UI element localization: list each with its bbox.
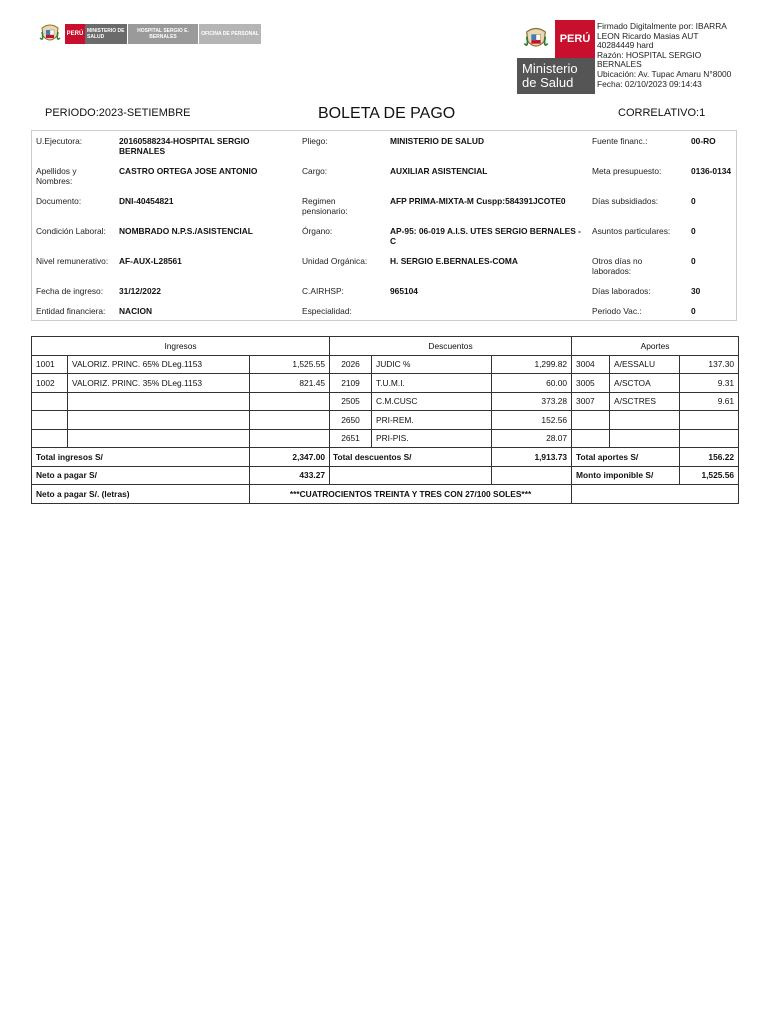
info-label: Especialidad: — [302, 306, 352, 316]
descuento-amount: 28.07 — [492, 429, 572, 448]
aporte-amount — [680, 411, 739, 430]
info-label: Pliego: — [302, 136, 328, 146]
info-label: Meta presupuesto: — [592, 166, 662, 176]
ingreso-desc: VALORIZ. PRINC. 65% DLeg.1153 — [68, 355, 250, 374]
aporte-desc: A/SCTOA — [610, 374, 680, 393]
signature-line: Fecha: 02/10/2023 09:14:43 — [597, 78, 702, 89]
page-title: BOLETA DE PAGO — [318, 105, 456, 122]
monto-imponible-label: Monto imponible S/ — [572, 466, 680, 485]
total-ingresos-label: Total ingresos S/ — [32, 448, 250, 467]
aportes-header: Aportes — [572, 337, 739, 356]
info-value: CASTRO ORTEGA JOSE ANTONIO — [119, 166, 258, 176]
minsa-line1: Ministerio — [522, 61, 578, 76]
minsa-line2: de Salud — [522, 75, 574, 90]
minsa-peru-label: PERÚ — [555, 20, 595, 58]
total-descuentos-label: Total descuentos S/ — [330, 448, 492, 467]
ingreso-code: 1002 — [32, 374, 68, 393]
descuento-code: 2650 — [330, 411, 372, 430]
aporte-desc — [610, 429, 680, 448]
info-label: Fecha de ingreso: — [36, 286, 104, 296]
info-label: Cargo: — [302, 166, 328, 176]
empty-cell — [572, 485, 739, 504]
aporte-desc: A/ESSALU — [610, 355, 680, 374]
info-value: 0 — [691, 306, 696, 316]
info-value: NOMBRADO N.P.S./ASISTENCIAL — [119, 226, 253, 236]
info-value: AP-95: 06-019 A.I.S. UTES SERGIO BERNALES - C — [390, 226, 581, 247]
descuento-code: 2651 — [330, 429, 372, 448]
descuento-code: 2109 — [330, 374, 372, 393]
signature-line: Firmado Digitalmente por: IBARRA — [597, 21, 727, 31]
info-label: Días subsidiados: — [592, 196, 659, 206]
ingreso-amount: 1,525.55 — [250, 355, 330, 374]
ingreso-code — [32, 429, 68, 448]
aporte-amount: 137.30 — [680, 355, 739, 374]
neto-row — [32, 466, 739, 485]
info-value: NACION — [119, 306, 153, 316]
ingreso-code: 1001 — [32, 355, 68, 374]
table-row — [32, 355, 739, 374]
logo-ministerio-label: MINISTERIO DE SALUD — [85, 24, 127, 44]
info-value: 20160588234-HOSPITAL SERGIO BERNALES — [119, 136, 250, 157]
table-row — [32, 392, 739, 411]
neto-letras-row — [32, 485, 739, 504]
info-value: 0 — [691, 226, 696, 236]
aporte-code: 3007 — [572, 392, 610, 411]
header-logo — [38, 22, 261, 46]
info-value: 00-RO — [691, 136, 716, 146]
pay-table — [31, 336, 739, 504]
descuento-amount: 152.56 — [492, 411, 572, 430]
aporte-code: 3005 — [572, 374, 610, 393]
signature-line: Razón: HOSPITAL SERGIO — [597, 49, 702, 60]
total-aportes-value: 156.22 — [680, 448, 739, 467]
aporte-code — [572, 429, 610, 448]
ingreso-code — [32, 392, 68, 411]
employee-info-grid — [31, 130, 737, 321]
info-label: Otros días no laborados: — [592, 256, 643, 277]
descuento-amount: 1,299.82 — [492, 355, 572, 374]
monto-imponible-value: 1,525.56 — [680, 466, 739, 485]
info-value: 30 — [691, 286, 701, 296]
neto-letras-label: Neto a pagar S/. (letras) — [32, 485, 250, 504]
info-label: U.Ejecutora: — [36, 136, 83, 146]
info-label: Nivel remunerativo: — [36, 256, 109, 266]
ingreso-desc — [68, 411, 250, 430]
info-label: Periodo Vac.: — [592, 306, 642, 316]
info-value: AF-AUX-L28561 — [119, 256, 182, 266]
pay-header-row — [32, 337, 739, 356]
neto-label: Neto a pagar S/ — [32, 466, 250, 485]
info-label: Asuntos particulares: — [592, 226, 671, 236]
aporte-code: 3004 — [572, 355, 610, 374]
signature-line: BERNALES — [597, 59, 642, 70]
info-value: DNI-40454821 — [119, 196, 174, 206]
neto-letras-value: ***CUATROCIENTOS TREINTA Y TRES CON 27/100 SOLES*** — [250, 485, 572, 504]
ingreso-amount — [250, 429, 330, 448]
descuento-desc: PRI-REM. — [372, 411, 492, 430]
info-label: Apellidos y Nombres: — [36, 166, 77, 187]
neto-value: 433.27 — [250, 466, 330, 485]
descuento-amount: 60.00 — [492, 374, 572, 393]
digital-signature — [597, 22, 757, 89]
aporte-desc: A/SCTRES — [610, 392, 680, 411]
info-value: 965104 — [390, 286, 418, 296]
minsa-shield-icon — [522, 25, 550, 53]
aporte-amount: 9.31 — [680, 374, 739, 393]
info-label: Condición Laboral: — [36, 226, 106, 236]
descuento-code: 2505 — [330, 392, 372, 411]
descuento-code: 2026 — [330, 355, 372, 374]
info-label: Días laborados: — [592, 286, 651, 296]
info-label: Regimen pensionario: — [302, 196, 348, 217]
info-label: C.AIRHSP: — [302, 286, 344, 296]
empty-cell — [330, 466, 492, 485]
info-label: Órgano: — [302, 226, 333, 236]
ingreso-desc — [68, 392, 250, 411]
info-value: H. SERGIO E.BERNALES-COMA — [390, 256, 518, 266]
ingreso-code — [32, 411, 68, 430]
ingresos-header: Ingresos — [32, 337, 330, 356]
info-value: AFP PRIMA-MIXTA-M Cuspp:584391JCOTE0 — [390, 196, 566, 206]
table-row — [32, 374, 739, 393]
info-value: 31/12/2022 — [119, 286, 161, 296]
info-value: 0 — [691, 196, 696, 206]
aporte-amount — [680, 429, 739, 448]
ingreso-amount: 821.45 — [250, 374, 330, 393]
total-aportes-label: Total aportes S/ — [572, 448, 680, 467]
ingreso-amount — [250, 392, 330, 411]
info-value: AUXILIAR ASISTENCIAL — [390, 166, 488, 176]
ingreso-desc: VALORIZ. PRINC. 35% DLeg.1153 — [68, 374, 250, 393]
periodo-label: PERIODO:2023-SETIEMBRE — [45, 107, 191, 119]
logo-oficina-label: OFICINA DE PERSONAL — [198, 24, 261, 44]
total-ingresos-value: 2,347.00 — [250, 448, 330, 467]
minsa-logo — [517, 20, 595, 94]
descuentos-header: Descuentos — [330, 337, 572, 356]
descuento-desc: JUDIC % — [372, 355, 492, 374]
info-label: Documento: — [36, 196, 82, 206]
correlativo-label: CORRELATIVO:1 — [618, 107, 706, 119]
aporte-amount: 9.61 — [680, 392, 739, 411]
descuento-amount: 373.28 — [492, 392, 572, 411]
totals-row — [32, 448, 739, 467]
info-label: Unidad Orgánica: — [302, 256, 368, 266]
empty-cell — [492, 466, 572, 485]
table-row — [32, 429, 739, 448]
total-descuentos-value: 1,913.73 — [492, 448, 572, 467]
ingreso-desc — [68, 429, 250, 448]
logo-hospital-label: HOSPITAL SERGIO E. BERNALES — [127, 24, 198, 44]
descuento-desc: PRI-PIS. — [372, 429, 492, 448]
descuento-desc: C.M.CUSC — [372, 392, 492, 411]
info-label: Entidad financiera: — [36, 306, 106, 316]
info-label: Fuente financ.: — [592, 136, 648, 146]
signature-line: Ubicación: Av. Tupac Amaru N°8000 — [597, 68, 732, 79]
info-value: 0136-0134 — [691, 166, 732, 176]
aporte-code — [572, 411, 610, 430]
peru-shield-icon — [38, 22, 62, 46]
descuento-desc: T.U.M.I. — [372, 374, 492, 393]
logo-peru-label: PERÚ — [65, 24, 85, 44]
table-row — [32, 411, 739, 430]
ingreso-amount — [250, 411, 330, 430]
signature-line: 40284449 hard — [597, 40, 654, 51]
signature-line: LEON Ricardo Masias AUT — [597, 30, 699, 41]
info-value: 0 — [691, 256, 696, 266]
aporte-desc — [610, 411, 680, 430]
info-value: MINISTERIO DE SALUD — [390, 136, 484, 146]
